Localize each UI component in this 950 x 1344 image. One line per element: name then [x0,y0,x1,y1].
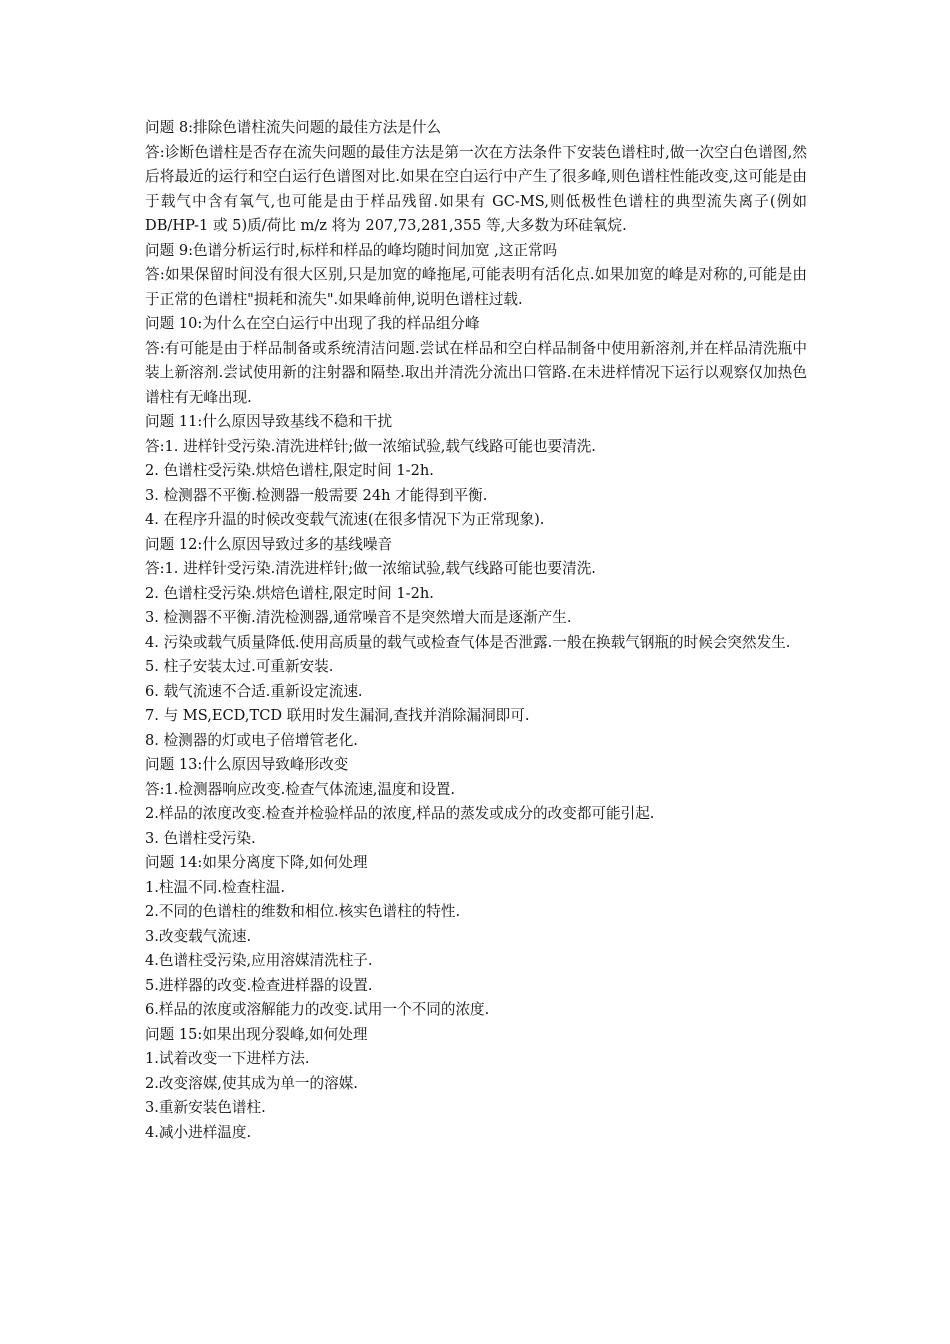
document-body [145,116,807,1145]
question-11-heading: 问题 11:什么原因导致基线不稳和干扰 [145,413,393,430]
answer-12-item-4: 4. 污染或载气质量降低.使用高质量的载气或检查气体是否泄露.一般在换载气钢瓶的时候会突然发生. [145,633,791,651]
answer-15-item-2: 2.改变溶媒,使其成为单一的溶媒. [145,1074,358,1092]
answer-12-item-1: 答:1. 进样针受污染.清洗进样针;做一浓缩试验,载气线路可能也要清洗. [145,560,596,577]
answer-11-item-1: 答:1. 进样针受污染.清洗进样针;做一浓缩试验,载气线路可能也要清洗. [145,437,596,455]
answer-15-item-3: 3.重新安装色谱柱. [145,1099,266,1116]
question-9-heading: 问题 9:色谱分析运行时,标样和样品的峰均随时间加宽 ,这正常吗 [145,241,558,259]
answer-11-item-2: 2. 色谱柱受污染.烘焙色谱柱,限定时间 1-2h. [145,462,434,479]
question-12-heading: 问题 12:什么原因导致过多的基线噪音 [145,535,393,553]
answer-9: 答:如果保留时间没有很大区别,只是加宽的峰拖尾,可能表明有活化点.如果加宽的峰是对称的,可能是由于正常的色谱柱"损耗和流失".如果峰前伸,说明色谱柱过载. [145,266,807,308]
answer-14-item-3: 3.改变载气流速. [145,927,252,945]
answer-15-item-1: 1.试着改变一下进样方法. [145,1050,310,1067]
question-14-heading: 问题 14:如果分离度下降,如何处理 [145,854,368,871]
answer-12-item-7: 7. 与 MS,ECD,TCD 联用时发生漏洞,查找并消除漏洞即可. [145,707,530,724]
answer-14-item-6: 6.样品的浓度或溶解能力的改变.试用一个不同的浓度. [145,1001,490,1018]
answer-14-item-2: 2.不同的色谱柱的维数和相位.核实色谱柱的特性. [145,903,461,920]
answer-14-item-5: 5.进样器的改变.检查进样器的设置. [145,976,373,994]
answer-12-item-3: 3. 检测器不平衡.清洗检测器,通常噪音不是突然增大而是逐渐产生. [145,609,572,626]
answer-11-item-4: 4. 在程序升温的时候改变载气流速(在很多情况下为正常现象). [145,511,545,528]
answer-12-item-8: 8. 检测器的灯或电子倍增管老化. [145,731,358,749]
question-8-heading: 问题 8:排除色谱柱流失问题的最佳方法是什么 [145,119,442,136]
answer-11-item-3: 3. 检测器不平衡.检测器一般需要 24h 才能得到平衡. [145,486,488,504]
answer-13-item-1: 答:1.检测器响应改变.检查气体流速,温度和设置. [145,780,456,798]
answer-12-item-2: 2. 色谱柱受污染.烘焙色谱柱,限定时间 1-2h. [145,584,434,602]
answer-14-item-4: 4.色谱柱受污染,应用溶媒清洗柱子. [145,952,373,969]
answer-8: 答:诊断色谱柱是否存在流失问题的最佳方法是第一次在方法条件下安装色谱柱时,做一次空白色谱图,然后将最近的运行和空白运行色谱图对比.如果在空白运行中产生了很多峰,则色谱柱性能改变,这可能是由于载气中含有氧气,也可能是由于样品残留.如果有 GC-MS,则低极性色谱柱的典型流失离子(例如 DB/HP-1 或 5)质/荷比 m/z 将为 207,73,281,355 等,大多数为环硅氧烷. [145,143,807,234]
answer-15-item-4: 4.减小进样温度. [145,1123,252,1141]
question-15-heading: 问题 15:如果出现分裂峰,如何处理 [145,1025,368,1043]
question-13-heading: 问题 13:什么原因导致峰形改变 [145,756,349,773]
answer-13-item-3: 3. 色谱柱受污染. [145,829,256,847]
answer-13-item-2: 2.样品的浓度改变.检查并检验样品的浓度,样品的蒸发或成分的改变都可能引起. [145,805,655,822]
question-10-heading: 问题 10:为什么在空白运行中出现了我的样品组分峰 [145,315,480,332]
answer-12-item-5: 5. 柱子安装太过.可重新安装. [145,658,334,675]
answer-12-item-6: 6. 载气流速不合适.重新设定流速. [145,682,363,700]
answer-14-item-1: 1.柱温不同.检查柱温. [145,878,285,896]
answer-10: 答:有可能是由于样品制备或系统清洁问题.尝试在样品和空白样品制备中使用新溶剂,并在样品清洗瓶中装上新溶剂.尝试使用新的注射器和隔垫.取出并清洗分流出口管路.在未进样情况下运行以观察仅加热色谱柱有无峰出现. [145,339,807,406]
